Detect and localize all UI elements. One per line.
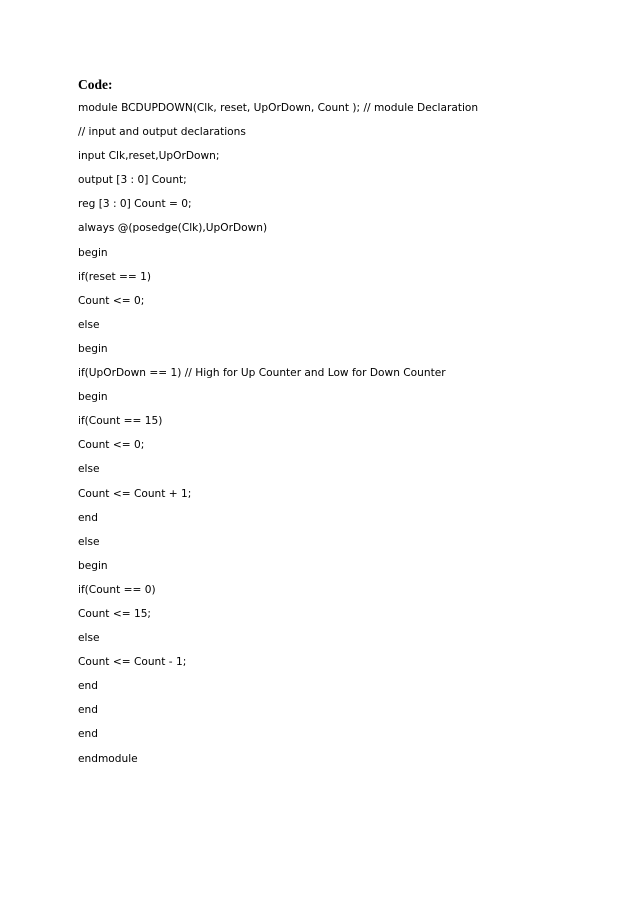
code-line: input Clk,reset,UpOrDown; [78,150,220,163]
code-line: begin [78,342,108,355]
code-block [78,100,478,775]
code-line: endmodule [78,752,138,765]
code-line: end [78,680,98,693]
code-line: end [78,511,98,524]
code-line: end [78,728,98,741]
code-line: Count <= Count + 1; [78,487,192,500]
code-heading: Code: [78,77,113,92]
code-line: else [78,318,100,331]
code-line: output [3 : 0] Count; [78,174,187,187]
code-line: Count <= 0; [78,439,145,452]
code-line: if(UpOrDown == 1) // High for Up Counter and Low for Down Counter [78,367,446,380]
code-line: begin [78,246,108,259]
code-line: else [78,632,100,645]
code-line: // input and output declarations [78,126,246,139]
code-line: always @(posedge(Clk),UpOrDown) [78,222,268,235]
code-line: else [78,535,100,548]
code-line: begin [78,391,108,404]
code-line: end [78,704,98,717]
code-line: else [78,463,100,476]
code-line: if(Count == 0) [78,583,156,596]
code-line: reg [3 : 0] Count = 0; [78,198,192,211]
code-line: Count <= 15; [78,607,151,620]
code-line: if(reset == 1) [78,270,151,283]
code-line: if(Count == 15) [78,415,163,428]
code-line: Count <= 0; [78,294,145,307]
code-line: Count <= Count - 1; [78,656,187,669]
code-line: begin [78,559,108,572]
code-line: module BCDUPDOWN(Clk, reset, UpOrDown, Count ); // module Declaration [78,102,479,114]
